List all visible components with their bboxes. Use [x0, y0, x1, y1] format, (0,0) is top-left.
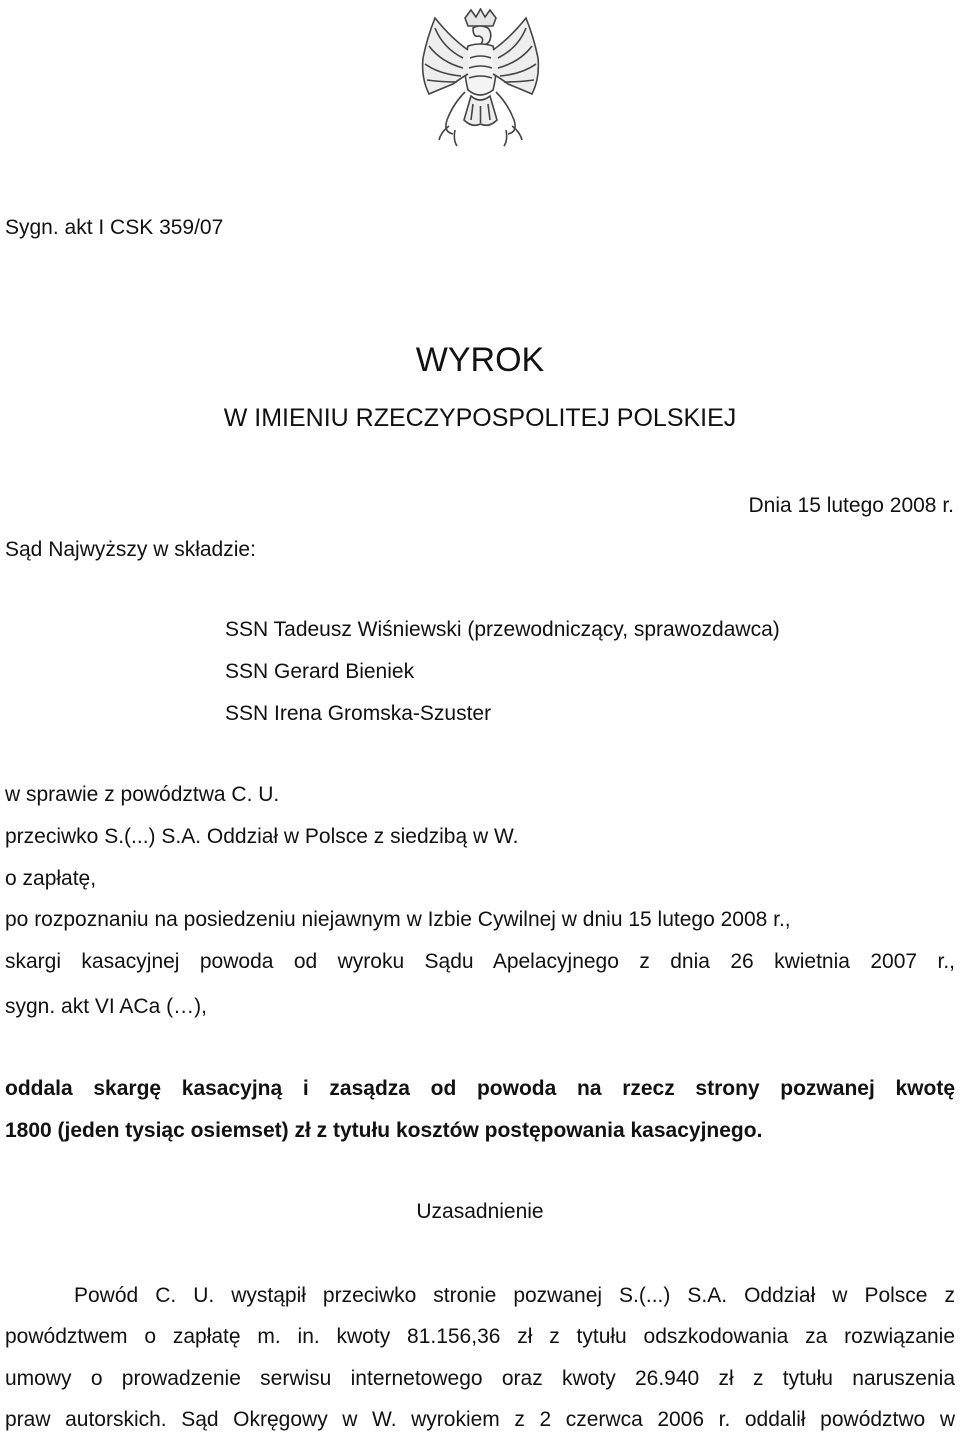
case-hearing: po rozpoznaniu na posiedzeniu niejawnym w Izbie Cywilnej w dniu 15 lutego 2008 r., — [5, 908, 791, 931]
case-appeal: skargi kasacyjnej powoda od wyroku Sądu Apelacyjnego z dnia 26 kwietnia 2007 r., — [5, 950, 955, 973]
judge-second: SSN Gerard Bieniek — [225, 660, 415, 683]
ruling-line-2: 1800 (jeden tysiąc osiemset) zł z tytułu kosztów postępowania kasacyjnego. — [5, 1119, 763, 1142]
case-reference: sygn. akt VI ACa (…), — [5, 995, 207, 1018]
polish-eagle-emblem — [413, 8, 548, 158]
document-title: WYROK — [415, 341, 545, 379]
justification-line-2: powództwem o zapłatę m. in. kwoty 81.156,36 zł z tytułu odszkodowania za rozwiązanie — [5, 1325, 955, 1348]
ruling-line-1: oddala skargę kasacyjną i zasądza od powoda na rzecz strony pozwanej kwotę — [5, 1077, 955, 1100]
document-subtitle: W IMIENIU RZECZYPOSPOLITEJ POLSKIEJ — [223, 404, 737, 432]
judge-third: SSN Irena Gromska-Szuster — [225, 702, 492, 725]
justification-heading: Uzasadnienie — [416, 1200, 544, 1223]
case-signature: Sygn. akt I CSK 359/07 — [5, 216, 224, 239]
case-subject: o zapłatę, — [5, 867, 97, 890]
court-composition-intro: Sąd Najwyższy w składzie: — [5, 538, 256, 561]
judgment-date: Dnia 15 lutego 2008 r. — [748, 494, 954, 517]
case-plaintiff: w sprawie z powództwa C. U. — [5, 783, 280, 806]
case-defendant: przeciwko S.(...) S.A. Oddział w Polsce z siedzibą w W. — [5, 825, 519, 848]
justification-line-3: umowy o prowadzenie serwisu internetowego oraz kwoty 26.940 zł z tytułu naruszenia — [5, 1367, 955, 1390]
judge-presiding: SSN Tadeusz Wiśniewski (przewodniczący, sprawozdawca) — [225, 618, 780, 641]
justification-line-4: praw autorskich. Sąd Okręgowy w W. wyrokiem z 2 czerwca 2006 r. oddalił powództwo w — [5, 1408, 955, 1431]
justification-line-1: Powód C. U. wystąpił przeciwko stronie pozwanej S.(...) S.A. Oddział w Polsce z — [74, 1284, 955, 1307]
